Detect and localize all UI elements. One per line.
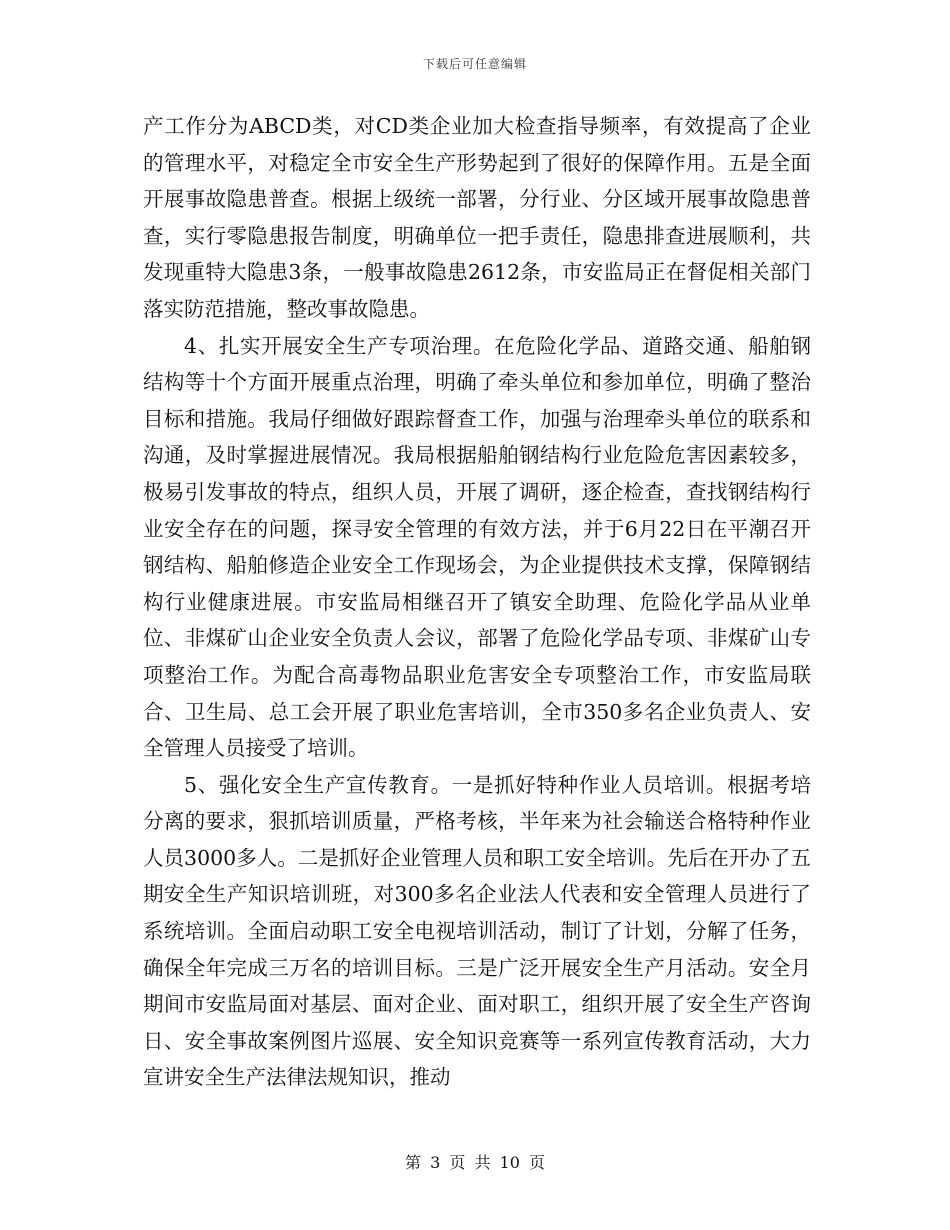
paragraph-special-governance: 4、扎实开展安全生产专项治理。在危险化学品、道路交通、船舶钢结构等十个方面开展重点治理，明确了牵头单位和参加单位，明确了整治目标和措施。我局仔细做好跟踪督查工作，加强与治理牵头单位的联系和沟通，及时掌握进展情况。我局根据船舶钢结构行业危险危害因素较多，极易引发事故的特点，组织人员，开展了调研，逐企检查，查找钢结构行业安全存在的问题，探寻安全管理的有效方法，并于6月22日在平潮召开钢结构、船舶修造企业安全工作现场会，为企业提供技术支撑，保障钢结构行业健康进展。市安监局相继召开了镇安全助理、危险化学品从业单位、非煤矿山企业安全负责人会议，部署了危险化学品专项、非煤矿山专项整治工作。为配合高毒物品职业危害安全专项整治工作，市安监局联合、卫生局、总工会开展了职业危害培训，全市350多名企业负责人、安全管理人员接受了培训。 [143,333,811,761]
document-body [143,108,811,1096]
paragraph-safety-education: 5、强化安全生产宣传教育。一是抓好特种作业人员培训。根据考培分离的要求，狠抓培训质量，严格考核，半年来为社会输送合格特种作业人员3000多人。二是抓好企业管理人员和职工安全培训。先后在开办了五期安全生产知识培训班，对300多名企业法人代表和安全管理人员进行了系统培训。全面启动职工安全电视培训活动，制订了计划，分解了任务，确保全年完成三万名的培训目标。三是广泛开展安全生产月活动。安全月期间市安监局面对基层、面对企业、面对职工，组织开展了安全生产咨询日、安全事故案例图片巡展、安全知识竞赛等一系列宣传教育活动，大力宣讲安全生产法律法规知识，推动 [143,772,811,1090]
page-footer: 第 3 页 共 10 页 [405,1153,545,1172]
page-header: 下载后可任意编辑 [422,57,527,71]
paragraph-hazard-survey: 产工作分为ABCD类，对CD类企业加大检查指导频率，有效提高了企业的管理水平，对稳定全市安全生产形势起到了很好的保障作用。五是全面开展事故隐患普查。根据上级统一部署，分行业、分区域开展事故隐患普查，实行零隐患报告制度，明确单位一把手责任，隐患排查进展顺利，共发现重特大隐患3条，一般事故隐患2612条，市安监局正在督促相关部门落实防范措施，整改事故隐患。 [143,114,811,321]
